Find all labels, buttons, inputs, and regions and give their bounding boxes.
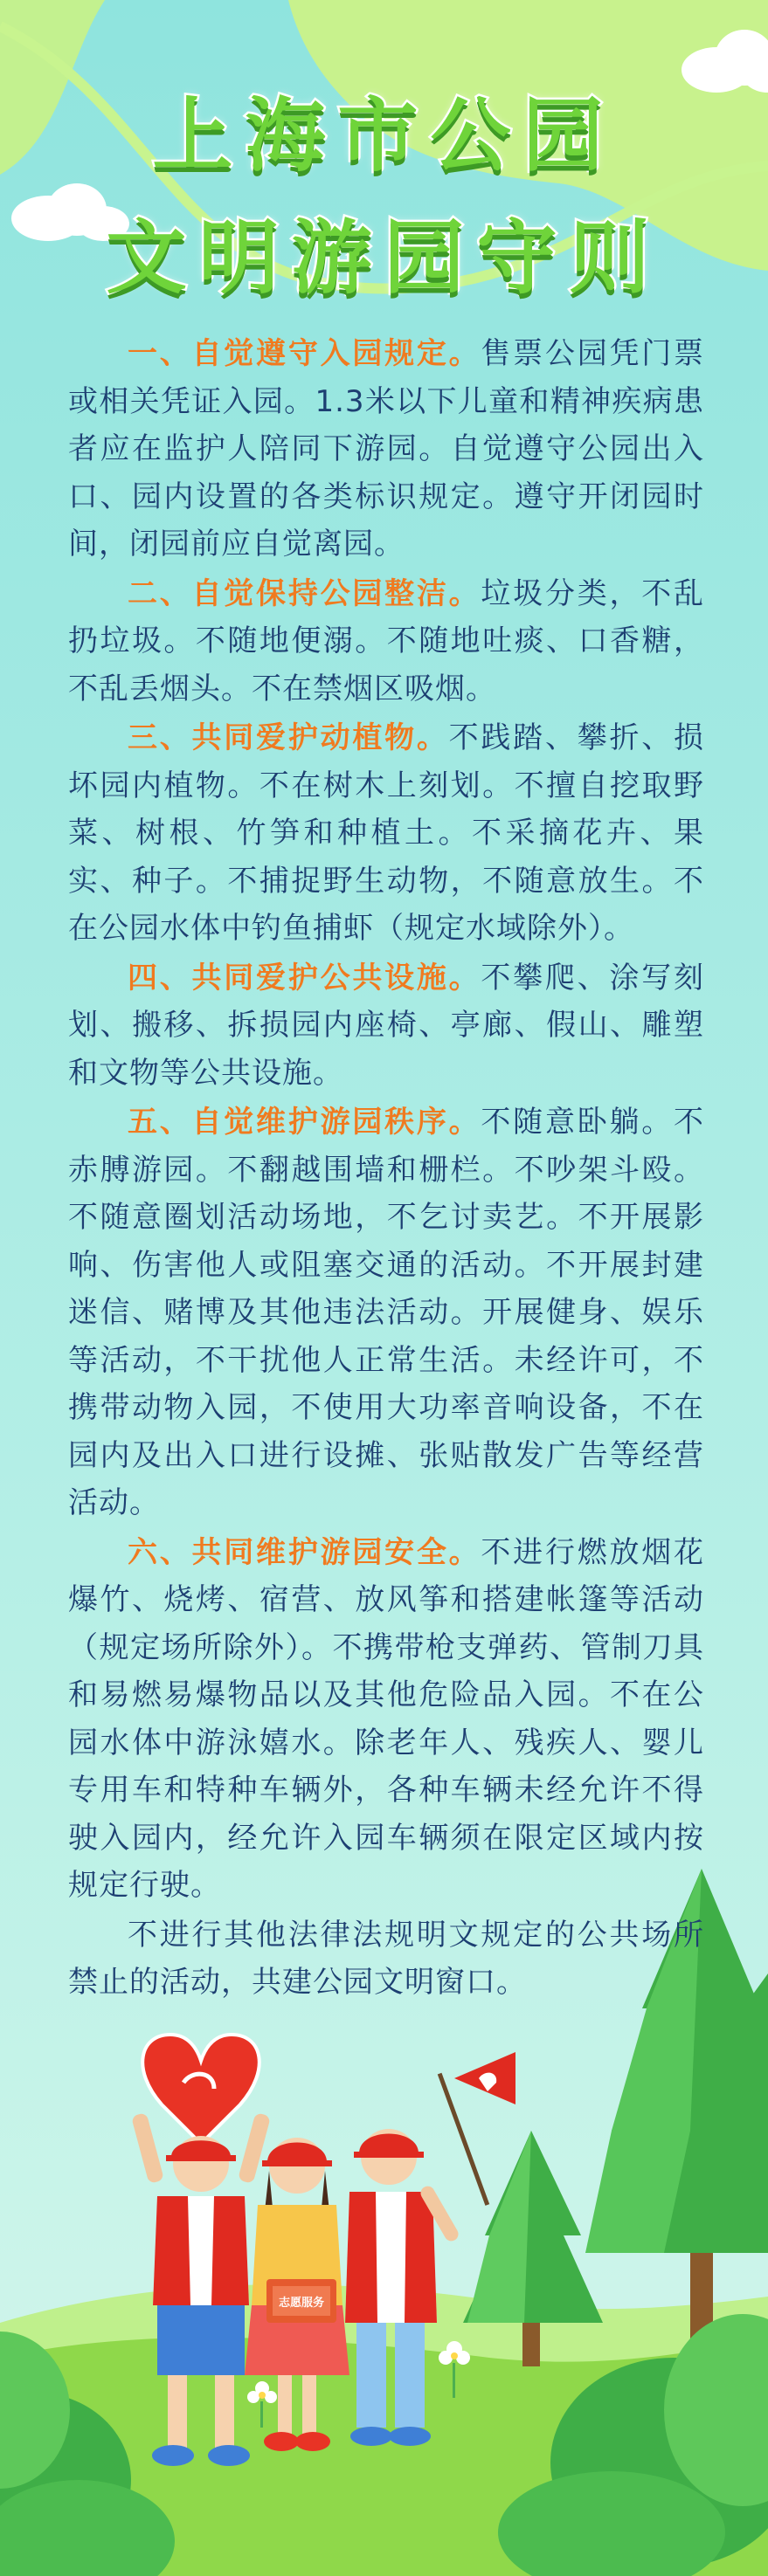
rule-5-heading: 五、自觉维护游园秩序。 — [128, 1105, 481, 1140]
rule-2-heading: 二、自觉保持公园整洁。 — [128, 575, 481, 611]
rule-5 — [68, 1099, 704, 1527]
page-title-line2: 文明游园守则 — [106, 211, 662, 305]
rule-4-text: 不攀爬、涂写刻划、搬移、拆损园内座椅、亭廊、假山、雕塑和文物等公共设施。 — [68, 960, 705, 1091]
rule-1-heading: 一、自觉遵守入园规定。 — [128, 336, 481, 371]
rule-3-text: 不践踏、攀折、损坏园内植物。不在树木上刻划。不擅自挖取野菜、树根、竹笋和种植土。不采摘花卉、果实、种子。不捕捉野生动物，不随意放生。不在公园水体中钓鱼捕虾（规定水域除外）。 — [68, 720, 705, 946]
rule-4-heading: 四、共同爱护公共设施。 — [128, 960, 481, 995]
rule-3-heading: 三、共同爱护动植物。 — [128, 720, 449, 755]
rule-2-text: 垃圾分类，不乱扔垃圾。不随地便溺。不随地吐痰、口香糖，不乱丢烟头。不在禁烟区吸烟。 — [68, 575, 705, 706]
rules-text-block — [68, 330, 704, 2008]
rule-3 — [68, 714, 704, 953]
rule-4 — [68, 954, 704, 1098]
rule-2 — [68, 570, 704, 713]
rule-6 — [68, 1529, 704, 1910]
volunteer-box-label: 志愿服务 — [278, 2297, 325, 2310]
rule-6-heading: 六、共同维护游园安全。 — [128, 1534, 481, 1570]
rule-5-text: 不随意卧躺。不赤膊游园。不翻越围墙和栅栏。不吵架斗殴。不随意圈划活动场地，不乞讨卖艺。不开展影响、伤害他人或阻塞交通的活动。不开展封建迷信、赌博及其他违法活动。开展健身、娱乐等活动，不干扰他人正常生活。未经许可，不携带动物入园，不使用大功率音响设备，不在园内及出入口进行设摊、张贴散发广告等经营活动。 — [68, 1105, 705, 1520]
rule-6-text: 不进行燃放烟花爆竹、烧烤、宿营、放风筝和搭建帐篷等活动（规定场所除外）。不携带枪支弹药、管制刀具和易燃易爆物品以及其他危险品入园。不在公园水体中游泳嬉水。除老年人、残疾人、婴儿专用车和特种车辆外，各种车辆未经允许不得驶入园内，经允许入园车辆须在限定区域内按规定行驶。 — [68, 1534, 705, 1903]
page-title-line1: 上海市公园 — [152, 89, 616, 183]
rule-1-text: 售票公园凭门票或相关凭证入园。1.3米以下儿童和精神疾病患者应在监护人陪同下游园。自觉遵守公园出入口、园内设置的各类标识规定。遵守开闭园时间，闭园前应自觉离园。 — [68, 336, 705, 561]
closing-statement: 不进行其他法律法规明文规定的公共场所禁止的活动，共建公园文明窗口。 — [68, 1917, 704, 2000]
rule-1 — [68, 330, 704, 568]
